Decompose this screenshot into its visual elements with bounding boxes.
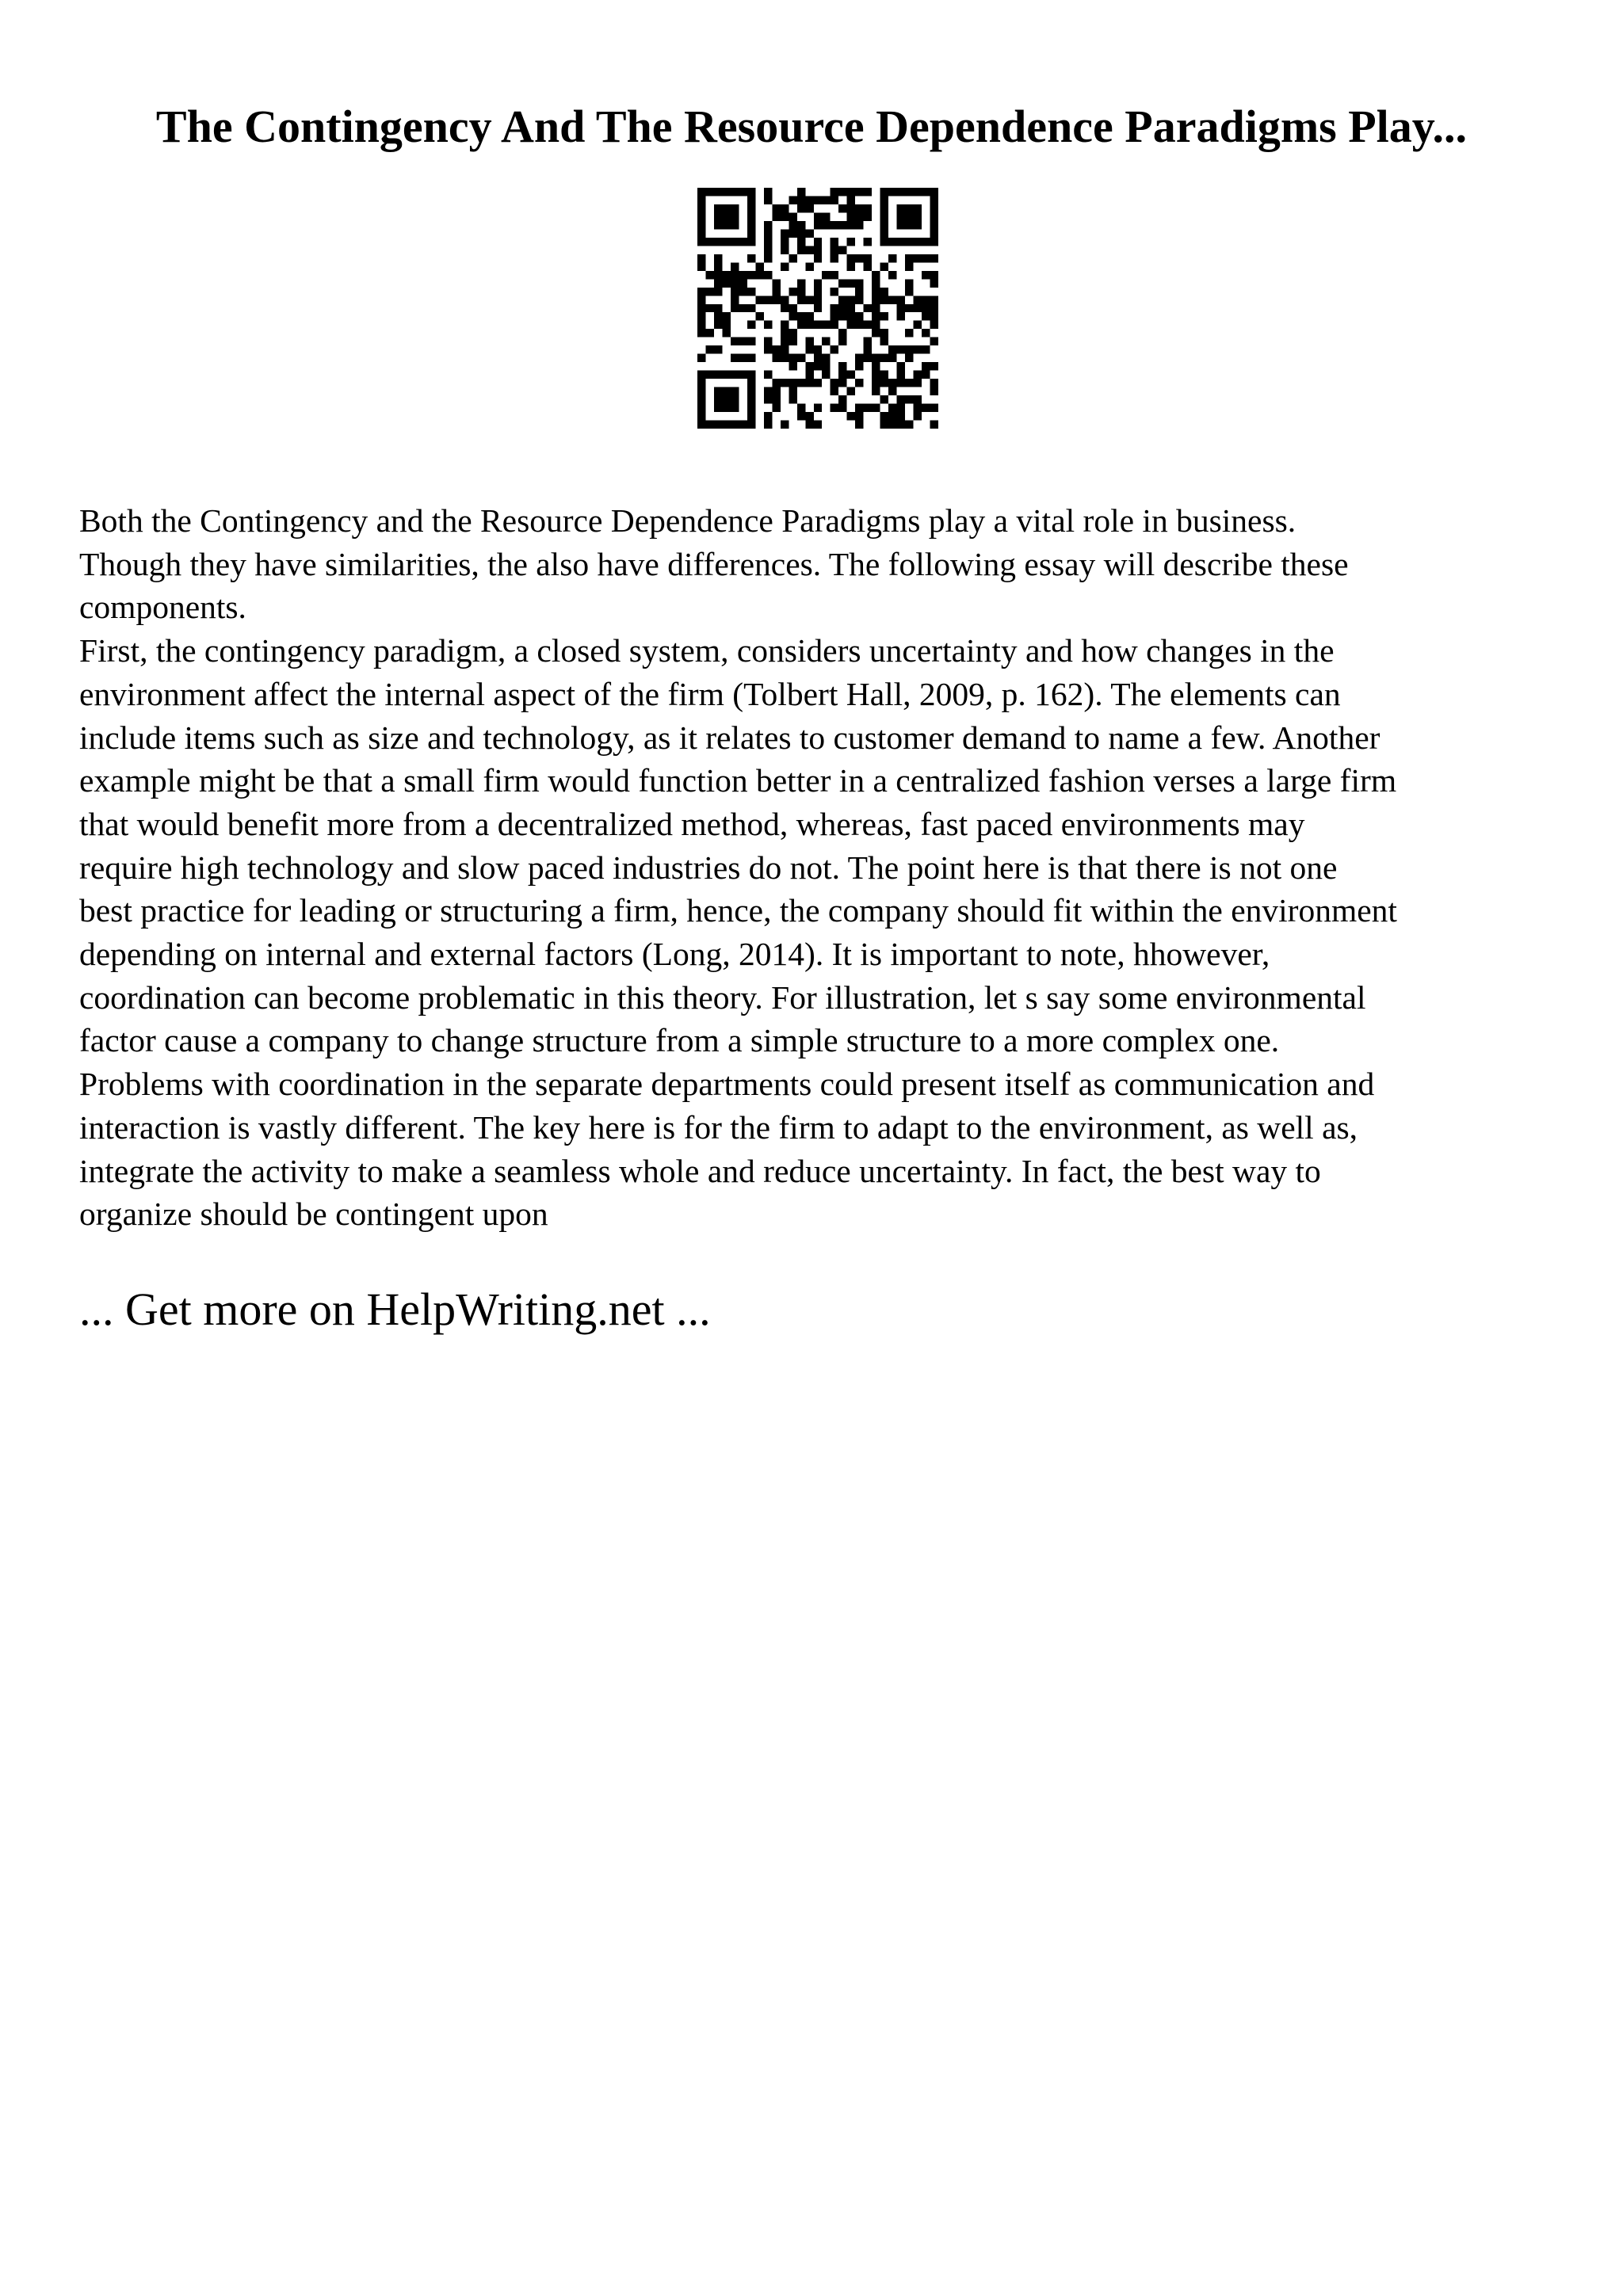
get-more-link[interactable]: ... Get more on HelpWriting.net ... [79, 1283, 711, 1335]
text-line: factor cause a company to change structure from a simple structure to a more complex one. [79, 1022, 1280, 1059]
qr-code-icon [697, 188, 938, 429]
text-line: Though they have similarities, the also have differences. The following essay will describe these [79, 545, 1349, 582]
essay-paragraph-intro [79, 499, 1569, 629]
text-line: require high technology and slow paced industries do not. The point here is that there is not one [79, 849, 1338, 886]
text-line: example might be that a small firm would function better in a centralized fashion verses a large firm [79, 762, 1397, 799]
text-line: coordination can become problematic in this theory. For illustration, let s say some environmental [79, 978, 1366, 1016]
essay-paragraph-contingency [79, 629, 1569, 1236]
text-line: best practice for leading or structuring a firm, hence, the company should fit within the environment [79, 892, 1397, 929]
text-line: First, the contingency paradigm, a closed system, considers uncertainty and how changes in the [79, 632, 1335, 669]
text-line: Problems with coordination in the separate departments could present itself as communication and [79, 1066, 1375, 1103]
text-line: interaction is vastly different. The key here is for the firm to adapt to the environment, as well as, [79, 1108, 1358, 1146]
text-line: depending on internal and external factors (Long, 2014). It is important to note, hhowever, [79, 936, 1270, 973]
essay-body [79, 499, 1569, 1236]
text-line: components. [79, 589, 246, 626]
text-line: include items such as size and technology, as it relates to customer demand to name a few. Another [79, 719, 1381, 756]
text-line: organize should be contingent upon [79, 1196, 548, 1233]
text-line: that would benefit more from a decentralized method, whereas, fast paced environments may [79, 805, 1305, 842]
page-title: The Contingency And The Resource Dependence Paradigms Play... [155, 101, 1468, 152]
text-line: integrate the activity to make a seamless whole and reduce uncertainty. In fact, the best way to [79, 1152, 1321, 1189]
text-line: Both the Contingency and the Resource Dependence Paradigms play a vital role in business. [79, 502, 1296, 539]
text-line: environment affect the internal aspect of the firm (Tolbert Hall, 2009, p. 162). The elements can [79, 675, 1341, 712]
